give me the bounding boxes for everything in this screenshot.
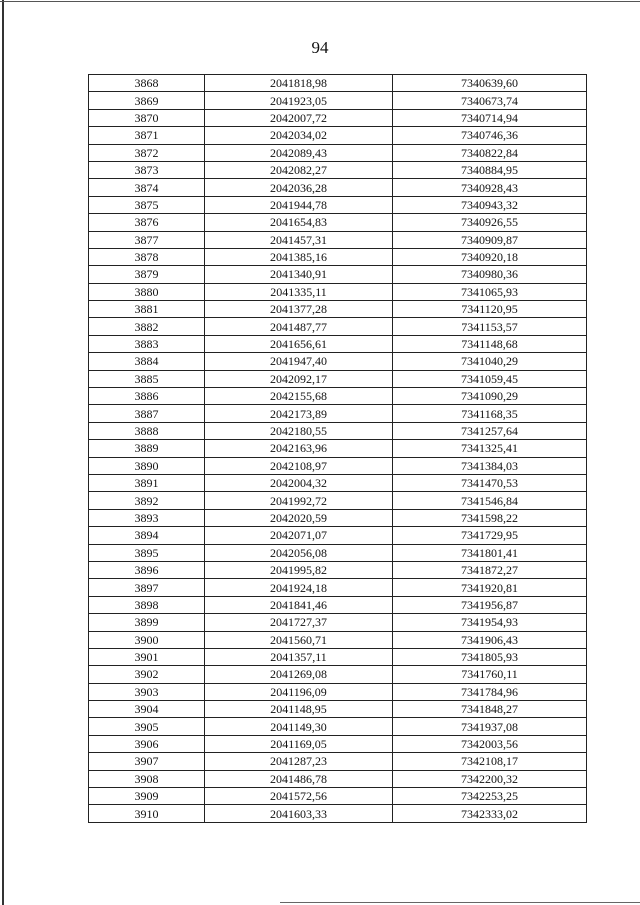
- table-row: [89, 283, 587, 300]
- table-row: [89, 196, 587, 213]
- x-coordinate-cell: 2042180,55: [205, 422, 393, 439]
- y-coordinate-cell: 7341168,35: [393, 405, 587, 422]
- y-coordinate-cell: 7341384,03: [393, 457, 587, 474]
- point-number-cell: 3897: [89, 579, 205, 596]
- x-coordinate-cell: 2041269,08: [205, 666, 393, 683]
- table-row: [89, 179, 587, 196]
- table-row: [89, 770, 587, 787]
- x-coordinate-cell: 2042173,89: [205, 405, 393, 422]
- table-row: [89, 318, 587, 335]
- x-coordinate-cell: 2041947,40: [205, 353, 393, 370]
- table-row: [89, 127, 587, 144]
- y-coordinate-cell: 7341848,27: [393, 701, 587, 718]
- y-coordinate-cell: 7341598,22: [393, 509, 587, 526]
- y-coordinate-cell: 7341937,08: [393, 718, 587, 735]
- y-coordinate-cell: 7341920,81: [393, 579, 587, 596]
- y-coordinate-cell: 7340639,60: [393, 75, 587, 92]
- point-number-cell: 3910: [89, 805, 205, 822]
- y-coordinate-cell: 7342003,56: [393, 735, 587, 752]
- table-row: [89, 631, 587, 648]
- y-coordinate-cell: 7340746,36: [393, 127, 587, 144]
- point-number-cell: 3870: [89, 109, 205, 126]
- x-coordinate-cell: 2042155,68: [205, 388, 393, 405]
- x-coordinate-cell: 2042036,28: [205, 179, 393, 196]
- table-row: [89, 492, 587, 509]
- y-coordinate-cell: 7340884,95: [393, 161, 587, 178]
- y-coordinate-cell: 7341801,41: [393, 544, 587, 561]
- y-coordinate-cell: 7342333,02: [393, 805, 587, 822]
- x-coordinate-cell: 2041287,23: [205, 753, 393, 770]
- coordinates-table-body: [89, 75, 587, 823]
- x-coordinate-cell: 2042004,32: [205, 474, 393, 491]
- x-coordinate-cell: 2041196,09: [205, 683, 393, 700]
- point-number-cell: 3900: [89, 631, 205, 648]
- y-coordinate-cell: 7340980,36: [393, 266, 587, 283]
- table-row: [89, 666, 587, 683]
- y-coordinate-cell: 7341325,41: [393, 440, 587, 457]
- x-coordinate-cell: 2041149,30: [205, 718, 393, 735]
- table-row: [89, 648, 587, 665]
- point-number-cell: 3874: [89, 179, 205, 196]
- y-coordinate-cell: 7340673,74: [393, 92, 587, 109]
- table-row: [89, 440, 587, 457]
- scan-edge-top: [0, 1, 640, 2]
- point-number-cell: 3899: [89, 614, 205, 631]
- point-number-cell: 3898: [89, 596, 205, 613]
- point-number-cell: 3871: [89, 127, 205, 144]
- table-row: [89, 596, 587, 613]
- table-row: [89, 579, 587, 596]
- x-coordinate-cell: 2041995,82: [205, 561, 393, 578]
- table-row: [89, 718, 587, 735]
- y-coordinate-cell: 7341065,93: [393, 283, 587, 300]
- x-coordinate-cell: 2042089,43: [205, 144, 393, 161]
- table-row: [89, 805, 587, 822]
- x-coordinate-cell: 2042034,02: [205, 127, 393, 144]
- point-number-cell: 3872: [89, 144, 205, 161]
- y-coordinate-cell: 7342253,25: [393, 788, 587, 805]
- point-number-cell: 3889: [89, 440, 205, 457]
- point-number-cell: 3904: [89, 701, 205, 718]
- point-number-cell: 3894: [89, 527, 205, 544]
- point-number-cell: 3880: [89, 283, 205, 300]
- x-coordinate-cell: 2041572,56: [205, 788, 393, 805]
- table-row: [89, 735, 587, 752]
- x-coordinate-cell: 2041841,46: [205, 596, 393, 613]
- table-row: [89, 161, 587, 178]
- point-number-cell: 3903: [89, 683, 205, 700]
- point-number-cell: 3873: [89, 161, 205, 178]
- x-coordinate-cell: 2041385,16: [205, 248, 393, 265]
- y-coordinate-cell: 7341090,29: [393, 388, 587, 405]
- x-coordinate-cell: 2041335,11: [205, 283, 393, 300]
- page-number: 94: [311, 38, 329, 57]
- x-coordinate-cell: 2041992,72: [205, 492, 393, 509]
- x-coordinate-cell: 2041656,61: [205, 335, 393, 352]
- y-coordinate-cell: 7341470,53: [393, 474, 587, 491]
- y-coordinate-cell: 7341148,68: [393, 335, 587, 352]
- table-row: [89, 214, 587, 231]
- table-row: [89, 388, 587, 405]
- y-coordinate-cell: 7341729,95: [393, 527, 587, 544]
- y-coordinate-cell: 7342200,32: [393, 770, 587, 787]
- table-row: [89, 753, 587, 770]
- x-coordinate-cell: 2041486,78: [205, 770, 393, 787]
- x-coordinate-cell: 2041457,31: [205, 231, 393, 248]
- y-coordinate-cell: 7340920,18: [393, 248, 587, 265]
- scan-edge-left: [2, 0, 4, 905]
- point-number-cell: 3902: [89, 666, 205, 683]
- table-row: [89, 370, 587, 387]
- point-number-cell: 3875: [89, 196, 205, 213]
- y-coordinate-cell: 7341546,84: [393, 492, 587, 509]
- y-coordinate-cell: 7341956,87: [393, 596, 587, 613]
- x-coordinate-cell: 2042163,96: [205, 440, 393, 457]
- table-row: [89, 353, 587, 370]
- point-number-cell: 3876: [89, 214, 205, 231]
- point-number-cell: 3896: [89, 561, 205, 578]
- y-coordinate-cell: 7341784,96: [393, 683, 587, 700]
- table-row: [89, 335, 587, 352]
- point-number-cell: 3892: [89, 492, 205, 509]
- y-coordinate-cell: 7340926,55: [393, 214, 587, 231]
- table-row: [89, 144, 587, 161]
- x-coordinate-cell: 2041944,78: [205, 196, 393, 213]
- table-row: [89, 474, 587, 491]
- x-coordinate-cell: 2041169,05: [205, 735, 393, 752]
- x-coordinate-cell: 2041487,77: [205, 318, 393, 335]
- point-number-cell: 3901: [89, 648, 205, 665]
- x-coordinate-cell: 2042020,59: [205, 509, 393, 526]
- scan-edge-bottom: [280, 902, 640, 903]
- point-number-cell: 3884: [89, 353, 205, 370]
- table-row: [89, 266, 587, 283]
- x-coordinate-cell: 2041357,11: [205, 648, 393, 665]
- x-coordinate-cell: 2042092,17: [205, 370, 393, 387]
- x-coordinate-cell: 2042082,27: [205, 161, 393, 178]
- table-row: [89, 109, 587, 126]
- x-coordinate-cell: 2042108,97: [205, 457, 393, 474]
- point-number-cell: 3886: [89, 388, 205, 405]
- y-coordinate-cell: 7342108,17: [393, 753, 587, 770]
- x-coordinate-cell: 2042071,07: [205, 527, 393, 544]
- table-row: [89, 92, 587, 109]
- point-number-cell: 3907: [89, 753, 205, 770]
- point-number-cell: 3885: [89, 370, 205, 387]
- point-number-cell: 3909: [89, 788, 205, 805]
- point-number-cell: 3883: [89, 335, 205, 352]
- table-row: [89, 75, 587, 92]
- point-number-cell: 3869: [89, 92, 205, 109]
- x-coordinate-cell: 2041923,05: [205, 92, 393, 109]
- table-row: [89, 544, 587, 561]
- x-coordinate-cell: 2041340,91: [205, 266, 393, 283]
- table-row: [89, 405, 587, 422]
- y-coordinate-cell: 7341059,45: [393, 370, 587, 387]
- table-row: [89, 231, 587, 248]
- point-number-cell: 3887: [89, 405, 205, 422]
- point-number-cell: 3877: [89, 231, 205, 248]
- point-number-cell: 3890: [89, 457, 205, 474]
- point-number-cell: 3881: [89, 301, 205, 318]
- x-coordinate-cell: 2041727,37: [205, 614, 393, 631]
- y-coordinate-cell: 7340822,84: [393, 144, 587, 161]
- table-row: [89, 527, 587, 544]
- point-number-cell: 3868: [89, 75, 205, 92]
- y-coordinate-cell: 7340714,94: [393, 109, 587, 126]
- x-coordinate-cell: 2041654,83: [205, 214, 393, 231]
- y-coordinate-cell: 7341872,27: [393, 561, 587, 578]
- table-row: [89, 457, 587, 474]
- x-coordinate-cell: 2042056,08: [205, 544, 393, 561]
- table-row: [89, 683, 587, 700]
- y-coordinate-cell: 7341040,29: [393, 353, 587, 370]
- coordinates-table: [88, 74, 587, 823]
- x-coordinate-cell: 2041924,18: [205, 579, 393, 596]
- y-coordinate-cell: 7340943,32: [393, 196, 587, 213]
- point-number-cell: 3882: [89, 318, 205, 335]
- point-number-cell: 3888: [89, 422, 205, 439]
- table-row: [89, 561, 587, 578]
- table-row: [89, 301, 587, 318]
- x-coordinate-cell: 2041818,98: [205, 75, 393, 92]
- x-coordinate-cell: 2041603,33: [205, 805, 393, 822]
- point-number-cell: 3891: [89, 474, 205, 491]
- point-number-cell: 3905: [89, 718, 205, 735]
- x-coordinate-cell: 2041377,28: [205, 301, 393, 318]
- x-coordinate-cell: 2041148,95: [205, 701, 393, 718]
- point-number-cell: 3908: [89, 770, 205, 787]
- table-row: [89, 614, 587, 631]
- point-number-cell: 3895: [89, 544, 205, 561]
- table-row: [89, 248, 587, 265]
- y-coordinate-cell: 7341906,43: [393, 631, 587, 648]
- table-row: [89, 788, 587, 805]
- point-number-cell: 3893: [89, 509, 205, 526]
- x-coordinate-cell: 2041560,71: [205, 631, 393, 648]
- y-coordinate-cell: 7341153,57: [393, 318, 587, 335]
- point-number-cell: 3878: [89, 248, 205, 265]
- table-row: [89, 509, 587, 526]
- x-coordinate-cell: 2042007,72: [205, 109, 393, 126]
- table-row: [89, 701, 587, 718]
- point-number-cell: 3879: [89, 266, 205, 283]
- y-coordinate-cell: 7340928,43: [393, 179, 587, 196]
- y-coordinate-cell: 7341120,95: [393, 301, 587, 318]
- y-coordinate-cell: 7340909,87: [393, 231, 587, 248]
- y-coordinate-cell: 7341805,93: [393, 648, 587, 665]
- point-number-cell: 3906: [89, 735, 205, 752]
- y-coordinate-cell: 7341760,11: [393, 666, 587, 683]
- table-row: [89, 422, 587, 439]
- y-coordinate-cell: 7341257,64: [393, 422, 587, 439]
- y-coordinate-cell: 7341954,93: [393, 614, 587, 631]
